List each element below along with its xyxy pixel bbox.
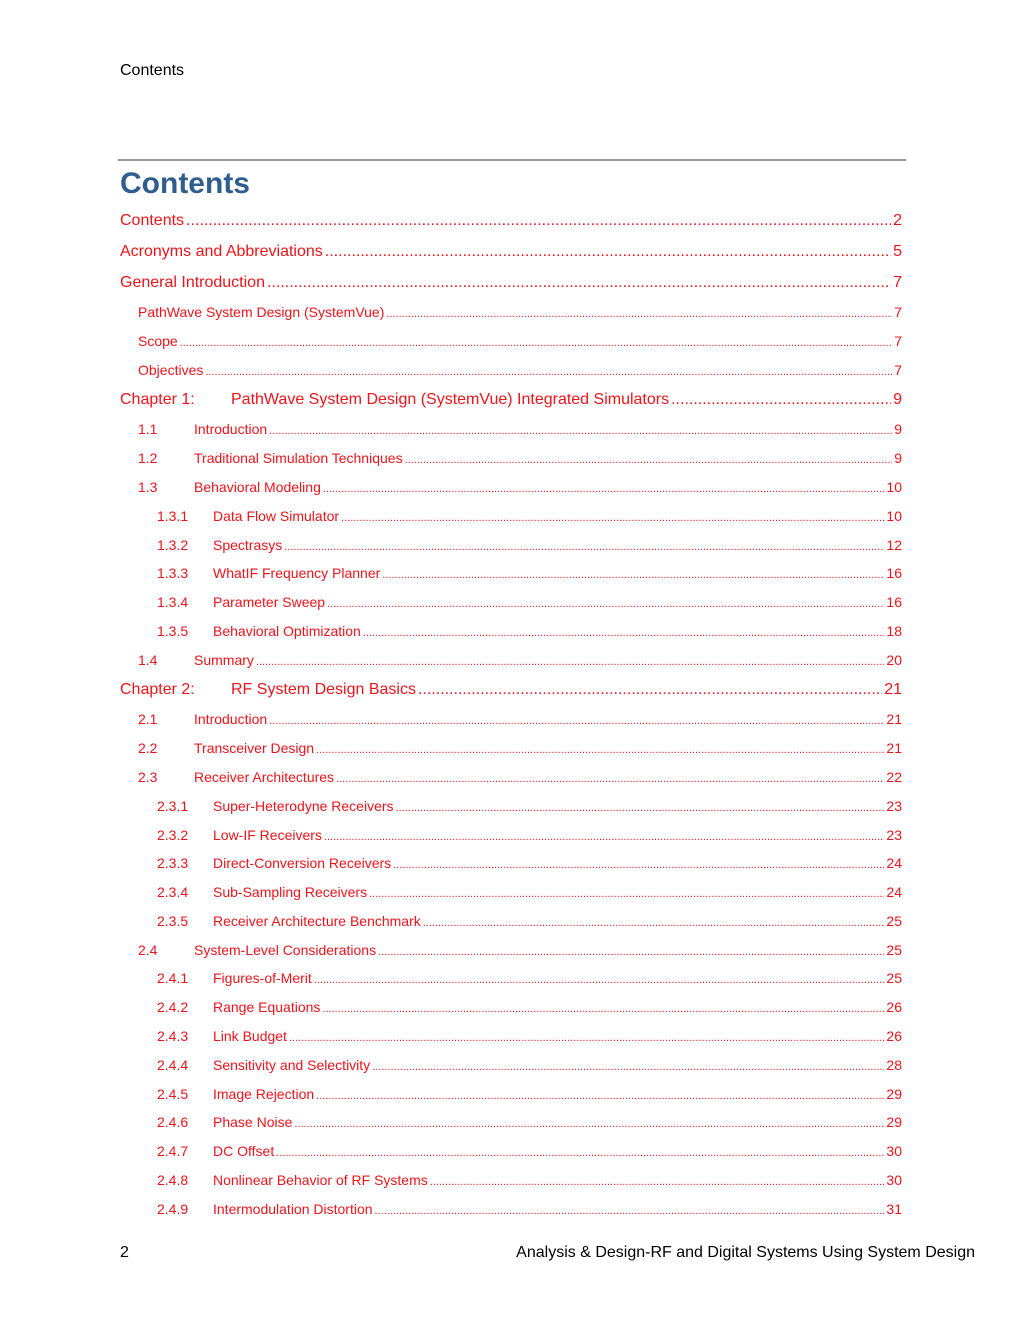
- toc-entry-page: 25: [886, 942, 902, 958]
- toc-entry[interactable]: [157, 999, 902, 1015]
- dot-leader: [393, 855, 884, 871]
- toc-entry[interactable]: [138, 421, 902, 437]
- toc-entry[interactable]: [157, 827, 902, 843]
- dot-leader: [325, 243, 891, 261]
- toc-entry[interactable]: [138, 362, 902, 378]
- dot-leader: [316, 740, 884, 756]
- toc-entry-title: Receiver Architectures: [194, 769, 335, 785]
- toc-entry-title: PathWave System Design (SystemVue) Integrated Simulators: [231, 391, 670, 408]
- toc-entry-title: Super-Heterodyne Receivers: [213, 798, 394, 814]
- toc-entry-page: 29: [886, 1086, 902, 1102]
- dot-leader: [671, 391, 891, 409]
- dot-leader: [372, 1057, 884, 1073]
- toc-entry-page: 12: [886, 537, 902, 553]
- dot-leader: [186, 212, 891, 230]
- footer-book-title: Analysis & Design-RF and Digital Systems Using System Design: [516, 1244, 975, 1261]
- toc-title: Contents: [120, 167, 250, 200]
- toc-entry-title: WhatIF Frequency Planner: [213, 565, 381, 581]
- toc-entry-number: 2.3.4: [157, 884, 189, 900]
- toc-entry[interactable]: [157, 1028, 902, 1044]
- dot-leader: [269, 421, 892, 437]
- toc-entry-title: Nonlinear Behavior of RF Systems: [213, 1172, 428, 1188]
- toc-entry[interactable]: [157, 1143, 902, 1159]
- toc-entry[interactable]: [157, 1086, 902, 1102]
- dot-leader: [369, 884, 884, 900]
- toc-entry-number: 2.4.9: [157, 1201, 189, 1217]
- toc-entry-page: 21: [884, 681, 902, 698]
- toc-entry[interactable]: [138, 711, 902, 727]
- dot-leader: [327, 594, 884, 610]
- toc-entry-title: General Introduction: [120, 274, 265, 291]
- toc-entry-title: Spectrasys: [213, 537, 283, 553]
- dot-leader: [256, 652, 885, 668]
- toc-entry-title: Low-IF Receivers: [213, 827, 322, 843]
- toc-entry-title: PathWave System Design (SystemVue): [138, 304, 385, 320]
- toc-entry[interactable]: [157, 623, 902, 639]
- toc-entry[interactable]: [157, 1114, 902, 1130]
- toc-entry-page: 25: [886, 913, 902, 929]
- toc-entry-page: 22: [886, 769, 902, 785]
- toc-entry-page: 21: [886, 711, 902, 727]
- toc-entry-title: Figures-of-Merit: [213, 970, 312, 986]
- toc-entry-number: 2.4.6: [157, 1114, 189, 1130]
- toc-entry-number: 2.4.1: [157, 970, 189, 986]
- toc-entry-number: 2.4.8: [157, 1172, 189, 1188]
- toc-entry[interactable]: [157, 537, 902, 553]
- toc-entry-page: 10: [886, 508, 902, 524]
- dot-leader: [418, 681, 882, 699]
- toc-entry-page: 28: [886, 1057, 902, 1073]
- toc-entry[interactable]: [157, 884, 902, 900]
- toc-entry-page: 7: [894, 333, 902, 349]
- toc-entry[interactable]: [157, 855, 902, 871]
- toc-entry-title: Sensitivity and Selectivity: [213, 1057, 371, 1073]
- toc-entry[interactable]: [138, 942, 902, 958]
- toc-entry-page: 18: [886, 623, 902, 639]
- toc-entry[interactable]: [138, 304, 902, 320]
- toc-entry-number: 2.3.5: [157, 913, 189, 929]
- toc-entry-page: 29: [886, 1114, 902, 1130]
- dot-leader: [284, 537, 884, 553]
- toc-entry-number: 2.4.2: [157, 999, 189, 1015]
- toc-entry[interactable]: [120, 391, 902, 409]
- dot-leader: [294, 1114, 884, 1130]
- dot-leader: [336, 769, 884, 785]
- toc-entry[interactable]: [157, 1201, 902, 1217]
- toc-entry-title: System-Level Considerations: [194, 942, 377, 958]
- toc-entry-number: 2.1: [138, 711, 158, 727]
- dot-leader: [378, 942, 884, 958]
- toc-entry-page: 23: [886, 827, 902, 843]
- toc-entry[interactable]: [138, 479, 902, 495]
- toc-entry[interactable]: [120, 274, 902, 292]
- toc-entry-page: 9: [894, 450, 902, 466]
- toc-entry-number: 2.4.7: [157, 1143, 189, 1159]
- toc-entry-number: Chapter 2:: [120, 681, 195, 698]
- toc-entry-page: 26: [886, 1028, 902, 1044]
- toc-entry-page: 23: [886, 798, 902, 814]
- toc-entry-page: 9: [893, 391, 902, 408]
- toc-entry-number: 2.3.1: [157, 798, 189, 814]
- toc-entry[interactable]: [157, 970, 902, 986]
- toc-entry-page: 16: [886, 594, 902, 610]
- toc-entry-number: 2.3: [138, 769, 158, 785]
- toc-entry-title: Summary: [194, 652, 254, 668]
- toc-entry-title: Introduction: [194, 421, 268, 437]
- toc-entry-number: 2.2: [138, 740, 158, 756]
- toc-entry-number: 1.3: [138, 479, 158, 495]
- toc-entry-page: 25: [886, 970, 902, 986]
- dot-leader: [316, 1086, 884, 1102]
- dot-leader: [314, 970, 885, 986]
- dot-leader: [324, 827, 885, 843]
- toc-entry-title: Introduction: [194, 711, 268, 727]
- footer-page-number: 2: [120, 1244, 129, 1261]
- dot-leader: [322, 999, 884, 1015]
- dot-leader: [430, 1172, 885, 1188]
- dot-leader: [180, 333, 893, 349]
- toc-entry[interactable]: [157, 1057, 902, 1073]
- toc-entry-title: Contents: [120, 212, 185, 229]
- toc-entry[interactable]: [138, 450, 902, 466]
- toc-entry-page: 26: [886, 999, 902, 1015]
- toc-entry[interactable]: [157, 508, 902, 524]
- toc-entry-title: Image Rejection: [213, 1086, 315, 1102]
- toc-entry-number: 1.3.4: [157, 594, 189, 610]
- toc-entry-page: 21: [886, 740, 902, 756]
- toc-entry-title: Link Budget: [213, 1028, 287, 1044]
- toc-entry[interactable]: [138, 333, 902, 349]
- toc-entry-title: Data Flow Simulator: [213, 508, 340, 524]
- toc-entry-number: 2.4.4: [157, 1057, 189, 1073]
- toc-entry[interactable]: [120, 681, 902, 699]
- toc-entry-page: 31: [886, 1201, 902, 1217]
- dot-leader: [276, 1143, 884, 1159]
- toc-entry-page: 7: [894, 362, 902, 378]
- toc-entry-title: Scope: [138, 333, 178, 349]
- toc-entry-title: Behavioral Optimization: [213, 623, 361, 639]
- toc-entry[interactable]: [138, 740, 902, 756]
- toc-entry-number: 2.4.3: [157, 1028, 189, 1044]
- dot-leader: [396, 798, 885, 814]
- toc-entry-title: DC Offset: [213, 1143, 275, 1159]
- toc-entry-number: 1.2: [138, 450, 158, 466]
- toc-entry-page: 7: [894, 304, 902, 320]
- toc-entry-title: Phase Noise: [213, 1114, 293, 1130]
- toc-entry-number: 2.4.5: [157, 1086, 189, 1102]
- toc-entry-number: Chapter 1:: [120, 391, 195, 408]
- dot-leader: [269, 711, 884, 727]
- toc-entry-title: Range Equations: [213, 999, 321, 1015]
- toc-entry-page: 24: [886, 884, 902, 900]
- toc-entry-title: Acronyms and Abbreviations: [120, 243, 323, 260]
- toc-entry-number: 1.3.3: [157, 565, 189, 581]
- toc-entry-title: Parameter Sweep: [213, 594, 326, 610]
- dot-leader: [386, 304, 892, 320]
- dot-leader: [205, 362, 892, 378]
- toc-entry[interactable]: [157, 594, 902, 610]
- dot-leader: [267, 274, 891, 292]
- dot-leader: [323, 479, 885, 495]
- toc-entry-page: 30: [886, 1172, 902, 1188]
- toc-entry-title: Objectives: [138, 362, 204, 378]
- dot-leader: [363, 623, 885, 639]
- toc-entry[interactable]: [120, 212, 902, 230]
- toc-entry-page: 9: [894, 421, 902, 437]
- toc-entry[interactable]: [157, 913, 902, 929]
- toc-entry[interactable]: [138, 769, 902, 785]
- toc-entry-page: 5: [893, 243, 902, 260]
- dot-leader: [375, 1201, 885, 1217]
- toc-entry-title: Transceiver Design: [194, 740, 315, 756]
- dot-leader: [423, 913, 885, 929]
- toc-entry-title: RF System Design Basics: [231, 681, 416, 698]
- toc-entry-page: 2: [893, 212, 902, 229]
- toc-entry-title: Sub-Sampling Receivers: [213, 884, 368, 900]
- toc-entry-title: Traditional Simulation Techniques: [194, 450, 403, 466]
- toc-entry-number: 2.3.3: [157, 855, 189, 871]
- toc-entry-page: 10: [886, 479, 902, 495]
- toc-entry-page: 20: [886, 652, 902, 668]
- dot-leader: [289, 1028, 884, 1044]
- toc-entry-number: 1.1: [138, 421, 158, 437]
- toc-entry-page: 7: [893, 274, 902, 291]
- toc-entry-page: 16: [886, 565, 902, 581]
- toc-entry-number: 1.3.5: [157, 623, 189, 639]
- toc-entry[interactable]: [157, 1172, 902, 1188]
- toc-entry-number: 2.4: [138, 942, 158, 958]
- toc-entry-page: 24: [886, 855, 902, 871]
- toc-entry-number: 1.3.2: [157, 537, 189, 553]
- toc-entry-number: 1.3.1: [157, 508, 189, 524]
- toc-entry-number: 2.3.2: [157, 827, 189, 843]
- toc-entry-title: Direct-Conversion Receivers: [213, 855, 392, 871]
- dot-leader: [405, 450, 893, 466]
- running-header: Contents: [120, 62, 185, 79]
- toc-entry-number: 1.4: [138, 652, 158, 668]
- toc-entry[interactable]: [157, 565, 902, 581]
- dot-leader: [341, 508, 884, 524]
- toc-entry-title: Receiver Architecture Benchmark: [213, 913, 421, 929]
- toc-entry-title: Behavioral Modeling: [194, 479, 321, 495]
- toc-entry-page: 30: [886, 1143, 902, 1159]
- toc-entry[interactable]: [120, 243, 902, 261]
- toc-entry-title: Intermodulation Distortion: [213, 1201, 373, 1217]
- toc-entry[interactable]: [157, 798, 902, 814]
- dot-leader: [382, 565, 884, 581]
- toc-entry[interactable]: [138, 652, 902, 668]
